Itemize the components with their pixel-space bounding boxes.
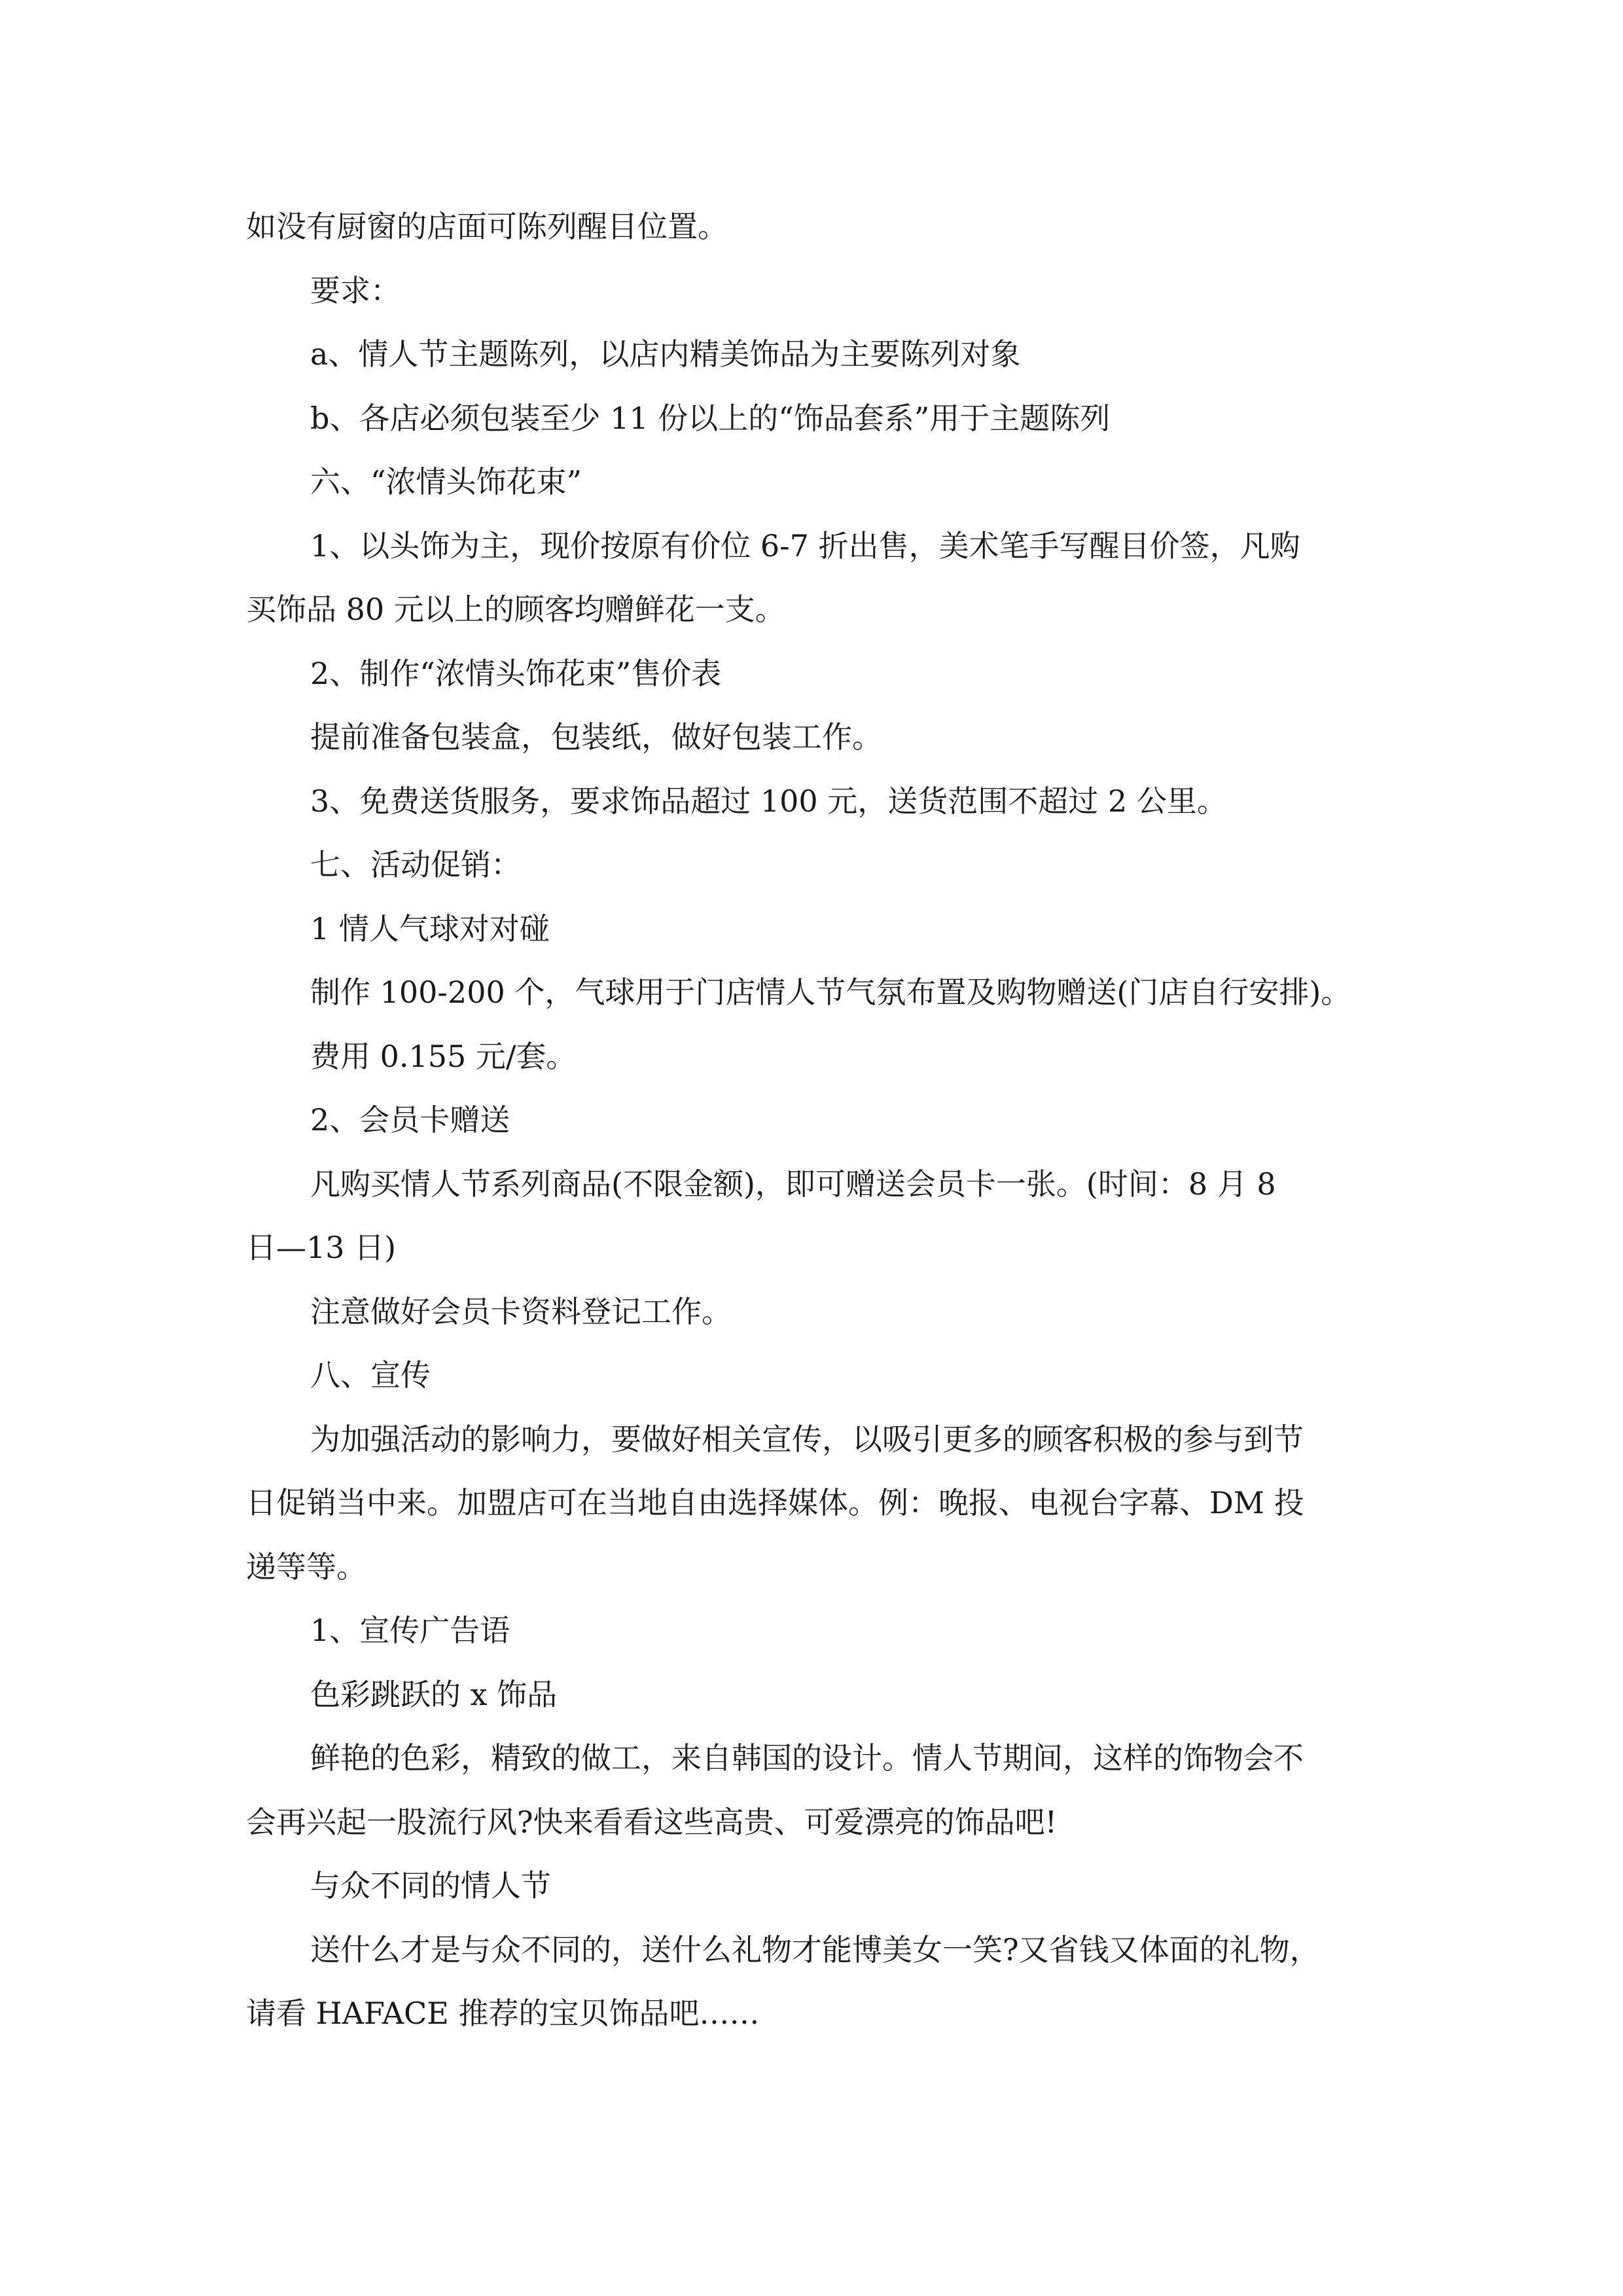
text-line: 1、宣传广告语 bbox=[310, 1613, 510, 1648]
text-line: a、情人节主题陈列，以店内精美饰品为主要陈列对象 bbox=[310, 336, 1021, 372]
text-line: 七、活动促销： bbox=[310, 847, 521, 882]
text-line: 要求： bbox=[310, 272, 401, 308]
text-line: 与众不同的情人节 bbox=[310, 1868, 551, 1903]
text-line: 请看 HAFACE 推荐的宝贝饰品吧…… bbox=[246, 1996, 760, 2031]
document-body bbox=[246, 195, 1382, 2046]
text-line: 八、宣传 bbox=[310, 1357, 431, 1393]
text-line: 日—13 日) bbox=[246, 1230, 397, 1265]
text-line: 凡购买情人节系列商品(不限金额)，即可赠送会员卡一张。(时间：8 月 8 bbox=[310, 1166, 1276, 1202]
text-line: 提前准备包装盒，包装纸，做好包装工作。 bbox=[310, 719, 882, 755]
text-line: 鲜艳的色彩，精致的做工，来自韩国的设计。情人节期间，这样的饰物会不 bbox=[310, 1740, 1304, 1776]
text-line: 制作 100-200 个，气球用于门店情人节气氛布置及购物赠送(门店自行安排)。 bbox=[310, 975, 1351, 1010]
text-line: 3、免费送货服务，要求饰品超过 100 元，送货范围不超过 2 公里。 bbox=[310, 783, 1227, 819]
text-line: 1、以头饰为主，现价按原有价位 6-7 折出售，美术笔手写醒目价签，凡购 bbox=[310, 528, 1300, 564]
text-line: 1 情人气球对对碰 bbox=[310, 910, 550, 946]
text-line: 日促销当中来。加盟店可在当地自由选择媒体。例：晚报、电视台字幕、DM 投 bbox=[246, 1485, 1304, 1520]
text-line: 送什么才是与众不同的，送什么礼物才能博美女一笑?又省钱又体面的礼物， bbox=[310, 1931, 1320, 1967]
text-line: 为加强活动的影响力，要做好相关宣传，以吸引更多的顾客积极的参与到节 bbox=[310, 1421, 1304, 1457]
text-line: b、各店必须包装至少 11 份以上的“饰品套系”用于主题陈列 bbox=[310, 400, 1111, 436]
text-line: 会再兴起一股流行风?快来看看这些高贵、可爱漂亮的饰品吧! bbox=[246, 1804, 1058, 1840]
text-line: 费用 0.155 元/套。 bbox=[310, 1038, 577, 1074]
text-line: 色彩跳跃的 x 饰品 bbox=[310, 1676, 558, 1712]
text-line: 六、“浓情头饰花束” bbox=[310, 464, 582, 499]
text-line: 如没有厨窗的店面可陈列醒目位置。 bbox=[246, 209, 728, 244]
text-line: 2、会员卡赠送 bbox=[310, 1102, 510, 1138]
text-line: 注意做好会员卡资料登记工作。 bbox=[310, 1293, 732, 1329]
text-line: 递等等。 bbox=[246, 1549, 366, 1585]
text-line: 2、制作“浓情头饰花束”售价表 bbox=[310, 655, 722, 691]
text-line: 买饰品 80 元以上的顾客均赠鲜花一支。 bbox=[246, 592, 785, 627]
